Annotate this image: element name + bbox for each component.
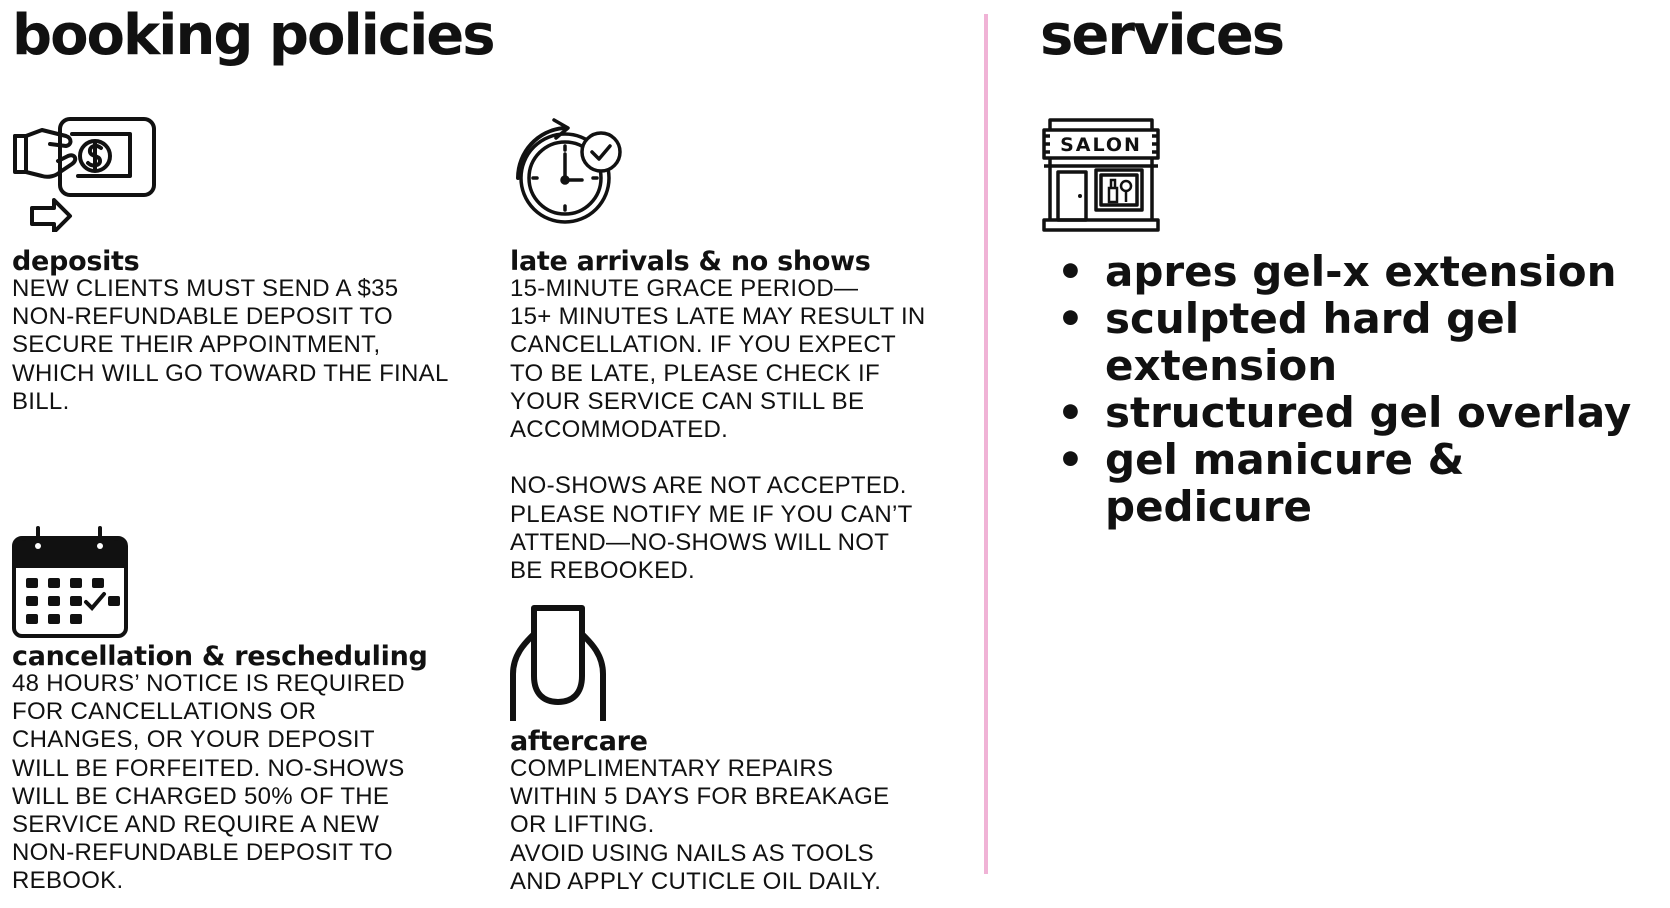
service-item-label: apres gel-x extension <box>1105 247 1617 296</box>
service-item-label: structured gel overlay <box>1105 388 1632 437</box>
deposits-text: NEW CLIENTS MUST SEND A $35 NON-REFUNDABLE DEPOSIT TO SECURE THEIR APPOINTMENT, WHICH WILL GO TOWARD THE FINAL BILL. <box>12 275 449 415</box>
service-item <box>1057 435 1660 531</box>
cash-payment-icon <box>12 116 157 232</box>
cancellation-title: cancellation & rescheduling <box>12 641 428 672</box>
salon-storefront-icon <box>1042 116 1160 232</box>
bullet-icon: • <box>1057 388 1084 437</box>
late-arrivals-text: 15-MINUTE GRACE PERIOD— 15+ MINUTES LATE MAY RESULT IN CANCELLATION. IF YOU EXPECT TO BE LATE, PLEASE CHECK IF YOUR SERVICE CAN STILL BE ACCOMMODATED. NO-SHOWS ARE NOT ACCEPTED. PLEASE NOTIFY ME IF YOU CAN’T ATTEND—NO-SHOWS WILL NOT BE REBOOKED. <box>510 275 926 585</box>
clock-check-icon <box>510 116 626 232</box>
service-item-label: gel manicure & pedicure <box>1105 435 1465 531</box>
services-heading: services <box>1040 3 1284 68</box>
deposits-title: deposits <box>12 246 140 277</box>
calendar-icon <box>12 524 128 640</box>
booking-policies-heading: booking policies <box>12 3 494 68</box>
aftercare-text: COMPLIMENTARY REPAIRS WITHIN 5 DAYS FOR BREAKAGE OR LIFTING. AVOID USING NAILS AS TOOLS AND APPLY CUTICLE OIL DAILY. <box>510 755 890 895</box>
bullet-icon: • <box>1057 435 1084 484</box>
section-divider <box>984 14 988 874</box>
late-arrivals-title: late arrivals & no shows <box>510 246 871 277</box>
nail-icon <box>510 604 606 722</box>
service-item <box>1057 294 1660 390</box>
bullet-icon: • <box>1057 247 1084 296</box>
salon-sign-text: SALON <box>1060 134 1142 156</box>
aftercare-title: aftercare <box>510 726 648 757</box>
service-item <box>1057 247 1660 296</box>
services-list <box>1057 247 1660 531</box>
service-item <box>1057 388 1660 437</box>
cancellation-text: 48 HOURS’ NOTICE IS REQUIRED FOR CANCELLATIONS OR CHANGES, OR YOUR DEPOSIT WILL BE FORFEITED. NO-SHOWS WILL BE CHARGED 50% OF THE SERVICE AND REQUIRE A NEW NON-REFUNDABLE DEPOSIT TO REBOOK. <box>12 670 405 895</box>
bullet-icon: • <box>1057 294 1084 343</box>
service-item-label: sculpted hard gel extension <box>1105 294 1520 390</box>
